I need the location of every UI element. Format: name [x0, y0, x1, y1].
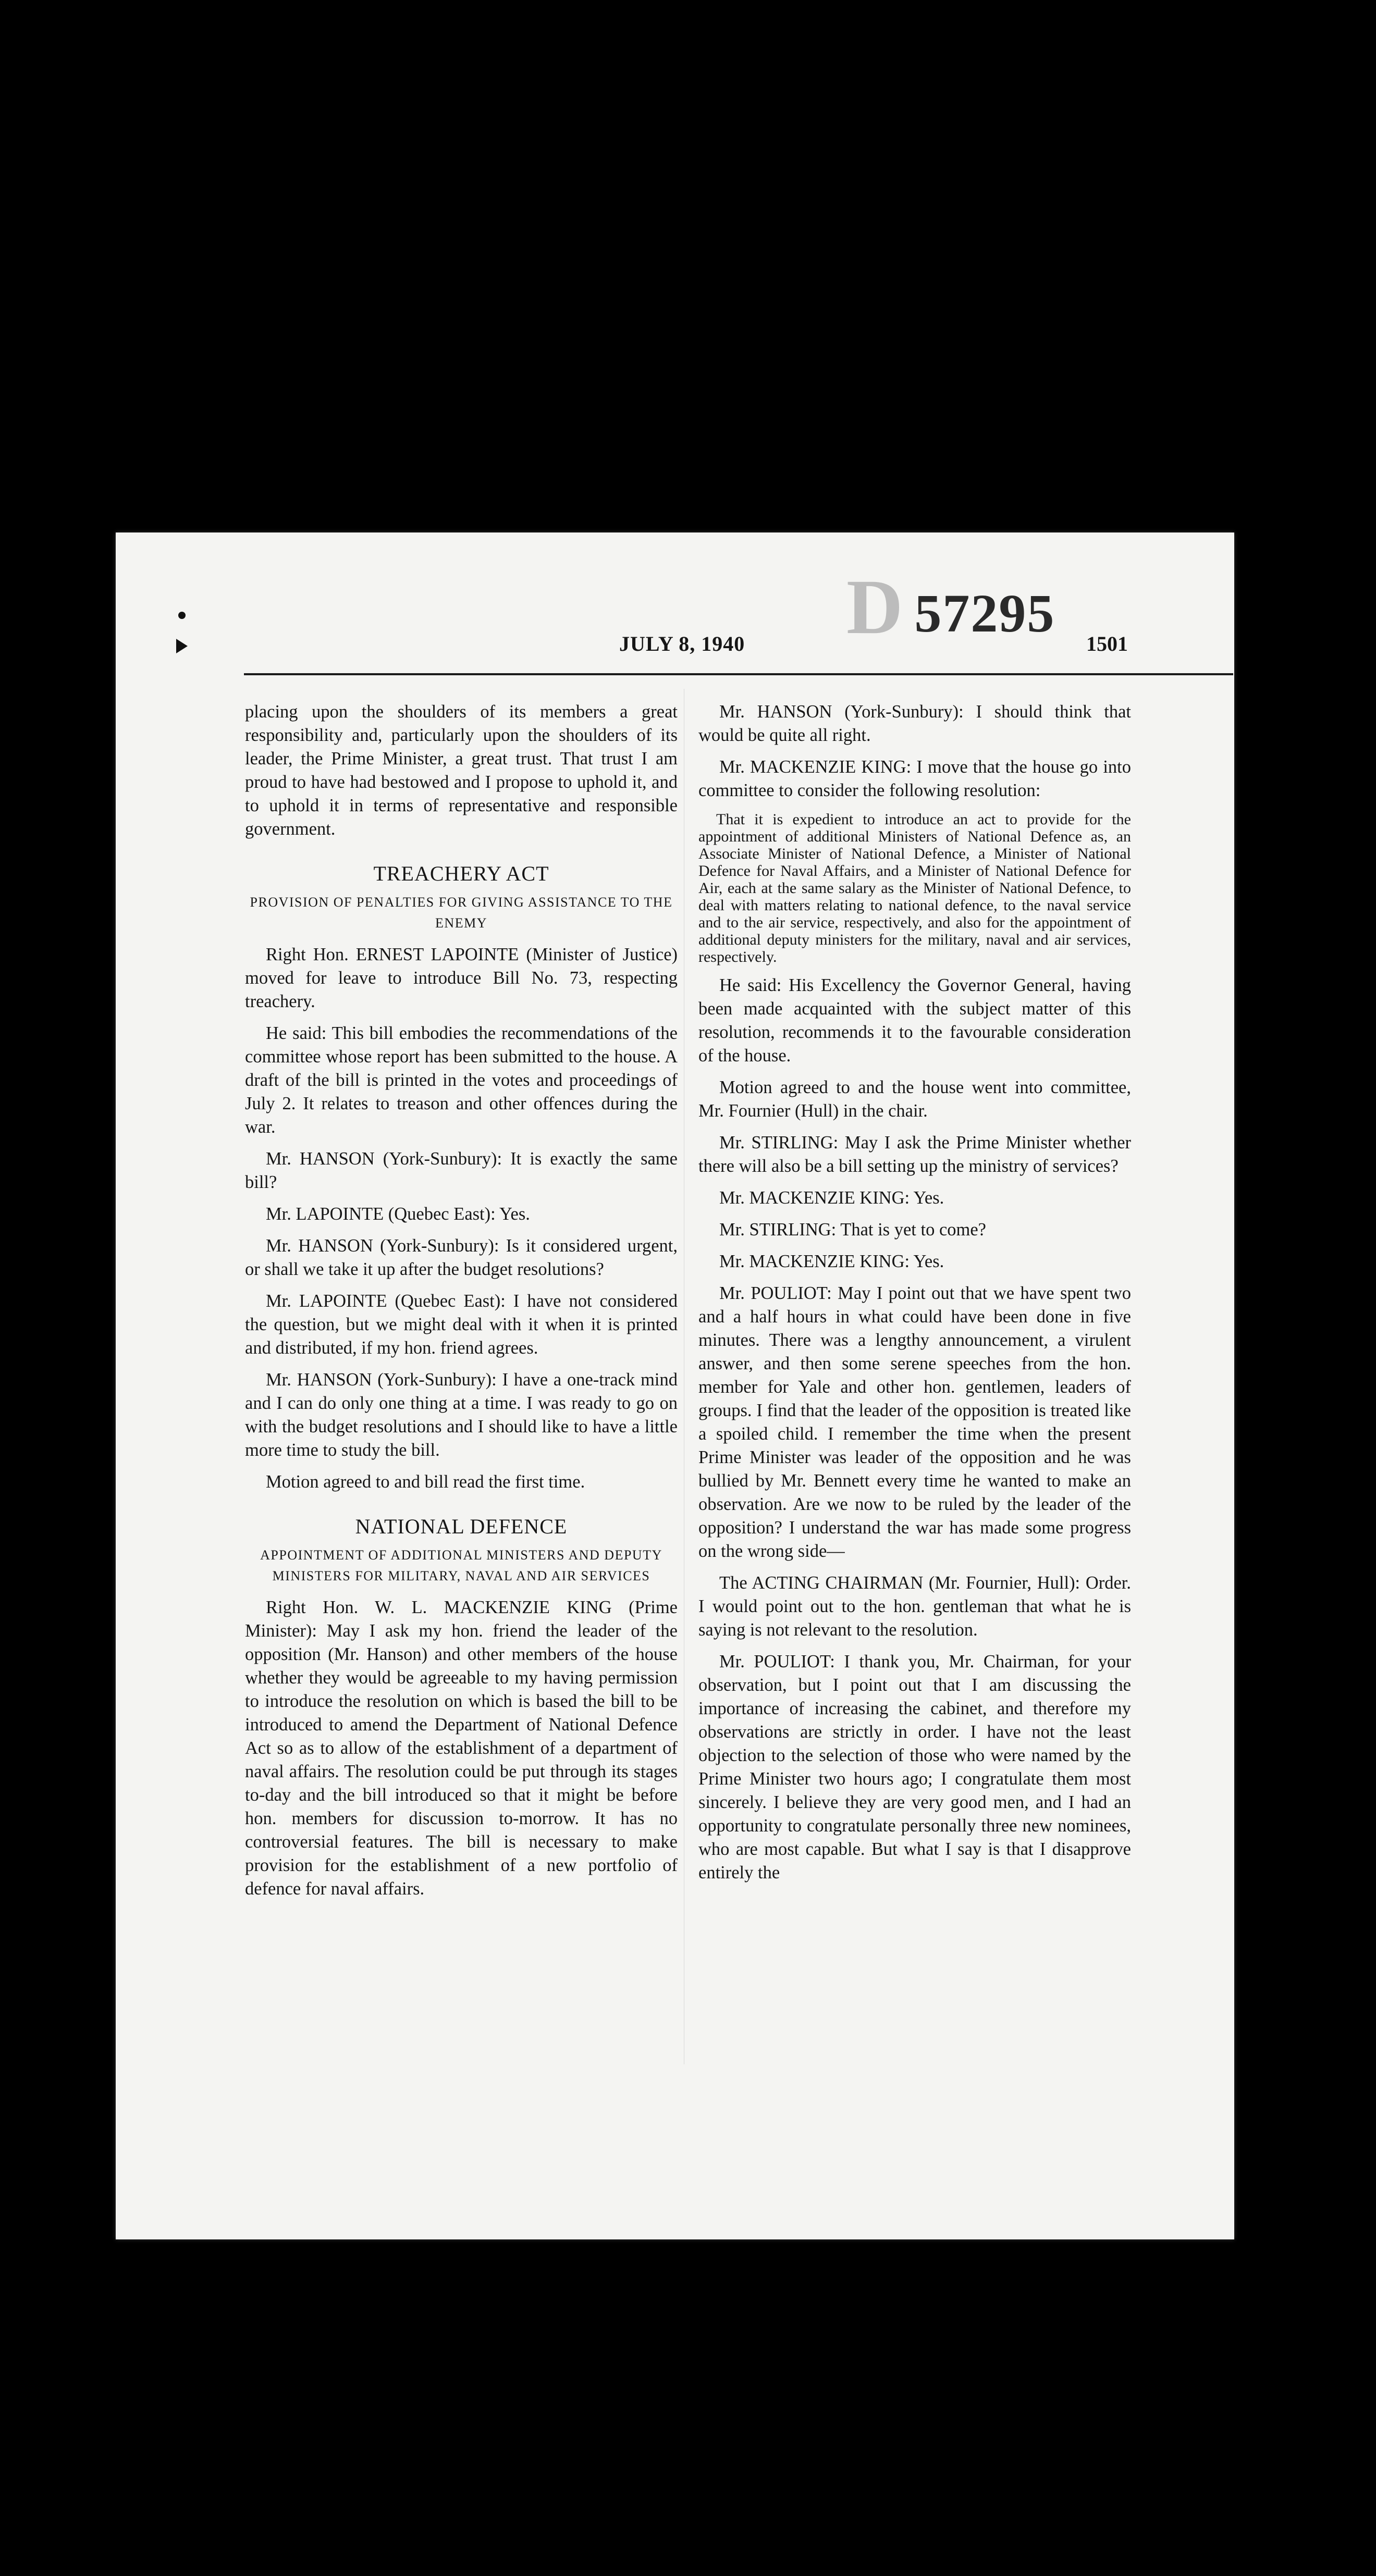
paragraph: placing upon the shoulders of its members a great responsibility and, particularly upon the shoulders of its leader, the Prime Minister, a great trust. That trust I am proud to have had bestowed and I propose to uphold it, and to uphold it in terms of representative and responsible government.: [245, 702, 678, 839]
stamp-letter: D: [846, 564, 903, 650]
paragraph: He said: This bill embodies the recommendations of the committee whose report has been submitted to the house. A draft of the bill is printed in the votes and proceedings of July 2. It relates to treason and other offences during the war.: [245, 1023, 678, 1137]
section-subheading: APPOINTMENT OF ADDITIONAL MINISTERS AND DEPUTY MINISTERS FOR MILITARY, NAVAL AND AIR SERVICES: [260, 1547, 662, 1583]
margin-marks: [172, 612, 193, 674]
header-rule: [244, 673, 1233, 675]
paragraph: Mr. HANSON (York-Sunbury): Is it considered urgent, or shall we take it up after the budget resolutions?: [245, 1236, 678, 1279]
paragraph: Mr. HANSON (York-Sunbury): I have a one-track mind and I can do only one thing at a time. I was ready to go on with the budget resolutions and I should like to have a little more time to study the bill.: [245, 1370, 678, 1460]
paragraph: The ACTING CHAIRMAN (Mr. Fournier, Hull): Order. I would point out to the hon. gentleman that what he is saying is not relevant to the resolution.: [698, 1573, 1131, 1640]
right-column: [698, 700, 1131, 1893]
paragraph: Mr. HANSON (York-Sunbury): I should think that would be quite all right.: [698, 702, 1131, 745]
paragraph: Right Hon. W. L. MACKENZIE KING (Prime Minister): May I ask my hon. friend the leader of the opposition (Mr. Hanson) and other members of the house whether they would be agreeable to my having permission to introduce the resolution on which is based the bill to be introduced to amend the Department of National Defence Act so as to allow of the establishment of a department of naval affairs. The resolution could be put through its stages to-day and the bill introduced so that it might be before hon. members for discussion to-morrow. It has no controversial features. The bill is necessary to make provision for the establishment of a new portfolio of defence for naval affairs.: [245, 1597, 678, 1899]
margin-dot-mark: [178, 612, 186, 619]
page-number: 1501: [1086, 632, 1128, 655]
running-header-date: JULY 8, 1940: [619, 632, 745, 655]
paragraph: Mr. MACKENZIE KING: Yes.: [719, 1188, 944, 1208]
margin-arrow-mark: [176, 639, 188, 653]
archive-stamp: [846, 564, 1055, 650]
left-column: [245, 700, 678, 1909]
resolution-quote: That it is expedient to introduce an act to provide for the appointment of additional Ministers of National Defence as, an Associate Minister of National Defence, a Minister of National Defence for Naval Affairs, and a Minister of National Defence for Air, each at the same salary as the Minister of National Defence, to deal with matters relating to national defence, to the naval service and to the air service, respectively, and also for the appointment of additional deputy ministers for the military, naval and air services, respectively.: [698, 811, 1131, 965]
stamp-number: 57295: [914, 584, 1055, 643]
paragraph: Mr. STIRLING: That is yet to come?: [719, 1220, 986, 1240]
paragraph: Mr. LAPOINTE (Quebec East): I have not considered the question, but we might deal with it when it is printed and distributed, if my hon. friend agrees.: [245, 1291, 678, 1358]
paragraph: Mr. HANSON (York-Sunbury): It is exactly the same bill?: [245, 1149, 678, 1192]
paragraph: Motion agreed to and bill read the first time.: [266, 1472, 585, 1492]
paragraph: He said: His Excellency the Governor General, having been made acquainted with the subject matter of this resolution, recommends it to the favourable consideration of the house.: [698, 975, 1131, 1066]
paragraph: Right Hon. ERNEST LAPOINTE (Minister of Justice) moved for leave to introduce Bill No. 73, respecting treachery.: [245, 945, 678, 1011]
paragraph: Mr. LAPOINTE (Quebec East): Yes.: [266, 1204, 530, 1224]
paragraph: Mr. STIRLING: May I ask the Prime Minister whether there will also be a bill setting up the ministry of services?: [698, 1133, 1131, 1176]
document-page: [116, 532, 1234, 2239]
paragraph: Motion agreed to and the house went into committee, Mr. Fournier (Hull) in the chair.: [698, 1078, 1131, 1121]
section-heading: NATIONAL DEFENCE: [355, 1515, 568, 1538]
section-heading: TREACHERY ACT: [373, 862, 549, 885]
paragraph: Mr. POULIOT: I thank you, Mr. Chairman, for your observation, but I point out that I am discussing the importance of increasing the cabinet, and therefore my observations are strictly in order. I have not the least objection to the selection of those who were named by the Prime Minister two hours ago; I congratulate them most sincerely. I believe they are very good men, and I had an opportunity to congratulate personally three new nominees, who are most capable. But what I say is that I disapprove entirely the: [698, 1652, 1131, 1883]
paragraph: Mr. MACKENZIE KING: I move that the house go into committee to consider the following resolution:: [698, 757, 1131, 800]
paragraph: Mr. POULIOT: May I point out that we have spent two and a half hours in what could have been done in five minutes. There was a lengthy announcement, a virulent answer, and then some serene speeches from the hon. member for Yale and other hon. gentlemen, leaders of groups. I find that the leader of the opposition is treated like a spoiled child. I remember the time when the present Prime Minister was leader of the opposition and he was bullied by Mr. Bennett every time he wanted to make an observation. Are we now to be ruled by the leader of the opposition? I understand the war has made some progress on the wrong side—: [698, 1283, 1131, 1561]
section-subheading: PROVISION OF PENALTIES FOR GIVING ASSISTANCE TO THE ENEMY: [250, 895, 673, 931]
paragraph: Mr. MACKENZIE KING: Yes.: [719, 1252, 944, 1271]
